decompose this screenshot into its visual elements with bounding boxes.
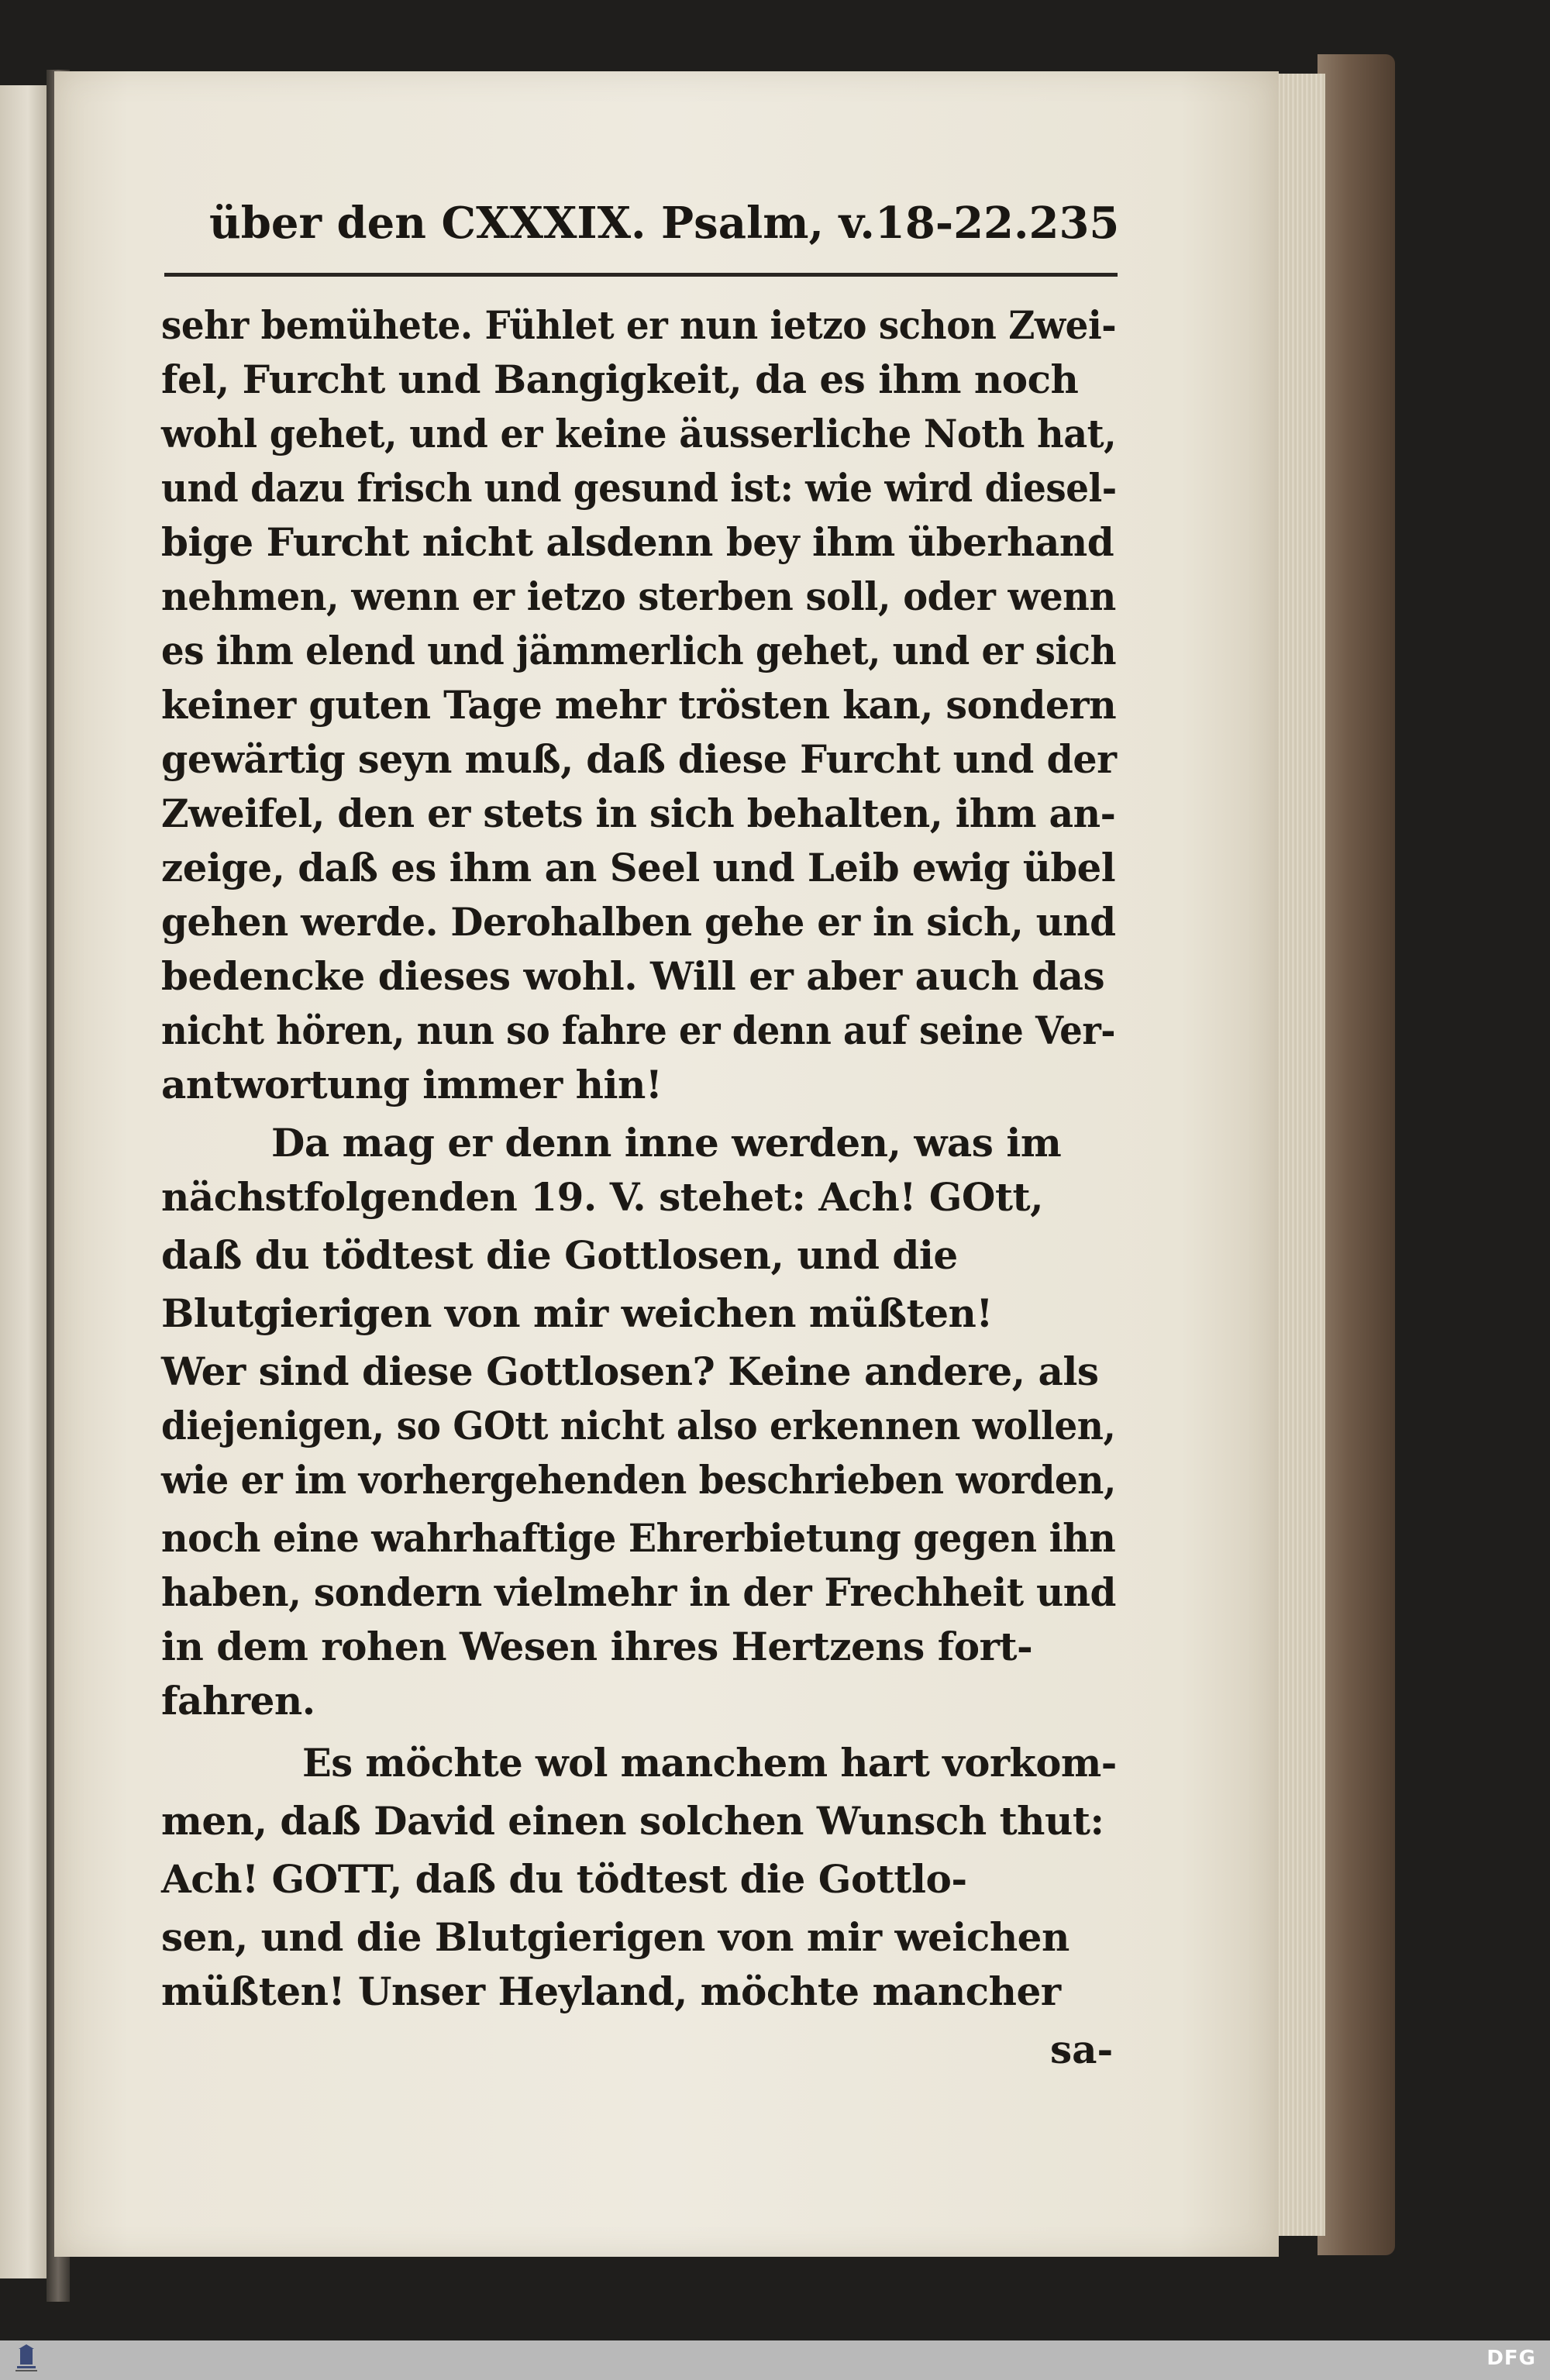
text-line: daß du tödtest die Gottlosen, und die [161, 1232, 958, 1278]
text-line-indent: Da mag er denn inne werden, was im [271, 1120, 1062, 1166]
library-logo-icon [11, 2344, 42, 2375]
running-head [209, 198, 1120, 249]
text-line: gewärtig seyn muß, daß diese Furcht und der [161, 736, 1117, 782]
viewer-footer-bar [0, 2340, 1550, 2380]
text-line: keiner guten Tage mehr trösten kan, sondern [161, 682, 1117, 728]
text-line: nicht hören, nun so fahre er denn auf seine Ver- [161, 1007, 1116, 1053]
text-line: bige Furcht nicht alsdenn bey ihm überhand [161, 519, 1114, 565]
text-line: noch eine wahrhaftige Ehrerbietung gegen ihn [161, 1515, 1116, 1561]
text-line: Ach! GOTT, daß du tödtest die Gottlo- [161, 1856, 967, 1902]
header-rule [164, 273, 1118, 277]
text-line: in dem rohen Wesen ihres Hertzens fort- [161, 1624, 1033, 1669]
text-line: haben, sondern vielmehr in der Frechheit und [161, 1569, 1116, 1615]
catchword: sa- [1050, 2027, 1114, 2072]
page-number: 235 [1028, 198, 1120, 249]
text-line: zeige, daß es ihm an Seel und Leib ewig übel [161, 845, 1116, 890]
text-line: sehr bemühete. Fühlet er nun ietzo schon Zwei- [161, 302, 1117, 348]
text-line: es ihm elend und jämmerlich gehet, und er sich [161, 628, 1117, 673]
text-line: nehmen, wenn er ietzo sterben soll, oder wenn [161, 573, 1116, 619]
text-line-indent: Es möchte wol manchem hart vorkom- [302, 1740, 1117, 1786]
text-line: antwortung immer hin! [161, 1062, 663, 1107]
text-line: gehen werde. Derohalben gehe er in sich, und [161, 899, 1116, 945]
text-line: Blutgierigen von mir weichen müßten! [161, 1290, 993, 1336]
text-line: Wer sind diese Gottlosen? Keine andere, als [161, 1348, 1099, 1394]
text-line: fel, Furcht und Bangigkeit, da es ihm noch [161, 356, 1079, 402]
text-line: wie er im vorhergehenden beschrieben worden, [161, 1457, 1116, 1503]
text-line: sen, und die Blutgierigen von mir weichen [161, 1914, 1070, 1960]
text-line: fahren. [161, 1678, 315, 1724]
dfg-logo: DFG [1486, 2347, 1536, 2370]
book-cover-binding [1318, 54, 1395, 2255]
left-page-edge [0, 85, 46, 2278]
text-line: nächstfolgenden 19. V. stehet: Ach! GOtt, [161, 1174, 1044, 1220]
text-line: und dazu frisch und gesund ist: wie wird diesel- [161, 465, 1117, 511]
text-line: bedencke dieses wohl. Will er aber auch das [161, 953, 1105, 999]
running-head-title: über den CXXXIX. Psalm, v.18-22. [209, 198, 1029, 249]
text-line: wohl gehet, und er keine äusserliche Noth hat, [161, 411, 1117, 456]
text-line: müßten! Unser Heyland, möchte mancher [161, 1968, 1061, 2014]
text-line: diejenigen, so GOtt nicht also erkennen wollen, [161, 1403, 1116, 1448]
text-line: men, daß David einen solchen Wunsch thut: [161, 1798, 1104, 1844]
text-line: Zweifel, den er stets in sich behalten, ihm an- [161, 790, 1116, 836]
